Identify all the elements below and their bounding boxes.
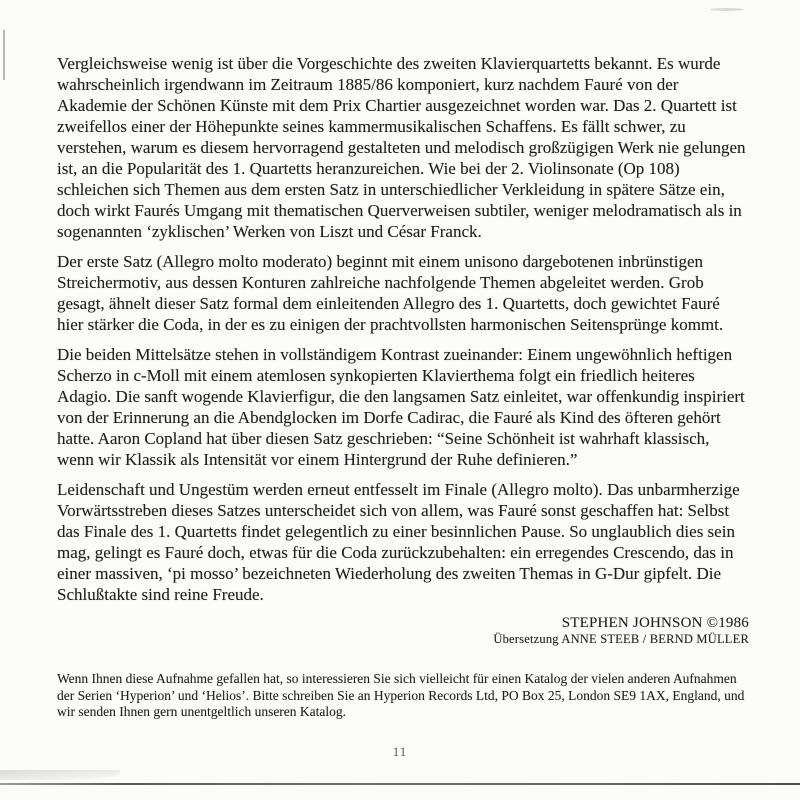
scan-artifact-top-smudge: [710, 8, 744, 11]
page-number: 11: [392, 744, 408, 759]
scan-artifact-bottom-corner: [0, 770, 120, 780]
article-text: [57, 53, 749, 721]
scan-artifact-left-edge: [3, 30, 5, 80]
catalog-note: Wenn Ihnen diese Aufnahme gefallen hat, so interessieren Sie sich vielleicht für einen Katalog der vielen anderen Aufnahmen der Serien ‘Hyperion’ und ‘Helios’. Bitte schreiben Sie an Hyperion Records Ltd, PO Box 25, London SE9 1AX, England, und wir senden Ihnen gern unentgeltlich unseren Katalog.: [57, 671, 745, 719]
body-paragraph-history: Vergleichsweise wenig ist über die Vorgeschichte des zweiten Klavierquartetts bekannt. Es wurde wahrscheinlich irgendwann im Zeitraum 1885/86 komponiert, kurz nachdem Fauré von der Akademie der Schönen Künste mit dem Prix Chartier ausgezeichnet worden war. Das 2. Quartett ist zweifellos einer der Höhepunkte seines kammermusikalischen Schaffens. Es fällt schwer, zu verstehen, warum es diesem hervorragend gestalteten und melodisch großzügigen Werk nie gelungen ist, an die Popularität des 1. Quartetts heranzureichen. Wie bei der 2. Violinsonate (Op 108) schleichen sich Themen aus dem ersten Satz in unterschiedlicher Verkleidung in spätere Sätze ein, doch wirkt Faurés Umgang mit thematischen Querverweisen subtiler, weniger melodramatisch als in sogenannten ‘zyklischen’ Werken von Liszt und César Franck.: [57, 54, 746, 241]
body-paragraph-finale: Leidenschaft und Ungestüm werden erneut entfesselt im Finale (Allegro molto). Das unbarmherzige Vorwärtsstreben dieses Satzes unterscheidet sich von allem, was Fauré sonst geschaffen hat: Selbst das Finale des 1. Quartetts findet gelegentlich zu einer besinnlichen Pause. So unglaublich dies sein mag, gelingt es Fauré doch, etwas für die Coda zurückzubehalten: ein erregendes Crescendo, das in einer massiven, ‘pi mosso’ bezeichneten Wiederholung des zweiten Themas in G-Dur gipfelt. Die Schlußtakte sind reine Freude.: [57, 480, 740, 604]
scan-artifact-bottom-line: [0, 783, 800, 785]
body-paragraph-middle-movements: Die beiden Mittelsätze stehen in vollständigem Kontrast zueinander: Einem ungewöhnlich heftigen Scherzo in c-Moll mit einem atemlosen synkopierten Klavierthema folgt ein friedlich heiteres Adagio. Die sanft wogende Klavierfigur, die den langsamen Satz einleitet, war offenkundig inspiriert von der Erinnerung an die Abendglocken im Dorfe Cadirac, die Fauré als Kind des öfteren gehört hatte. Aaron Copland hat über diesen Satz geschrieben: “Seine Schönheit ist wahrhaft klassisch, wenn wir Klassik als Intensität vor einem Hintergrund der Ruhe definieren.”: [57, 345, 745, 469]
author-byline: STEPHEN JOHNSON ©1986: [561, 615, 749, 631]
body-paragraph-first-movement: Der erste Satz (Allegro molto moderato) beginnt mit einem unisono dargebotenen inbrünstigen Streichermotiv, aus dessen Konturen zahlreiche nachfolgende Themen abgeleitet werden. Grob gesagt, ähnelt dieser Satz formal dem einleitenden Allegro des 1. Quartetts, doch gewichtet Fauré hier stärker die Coda, in der es zu einigen der prachtvollsten harmonischen Seitensprünge kommt.: [57, 252, 724, 334]
translation-credit: Übersetzung ANNE STEEB / BERND MÜLLER: [493, 632, 749, 646]
